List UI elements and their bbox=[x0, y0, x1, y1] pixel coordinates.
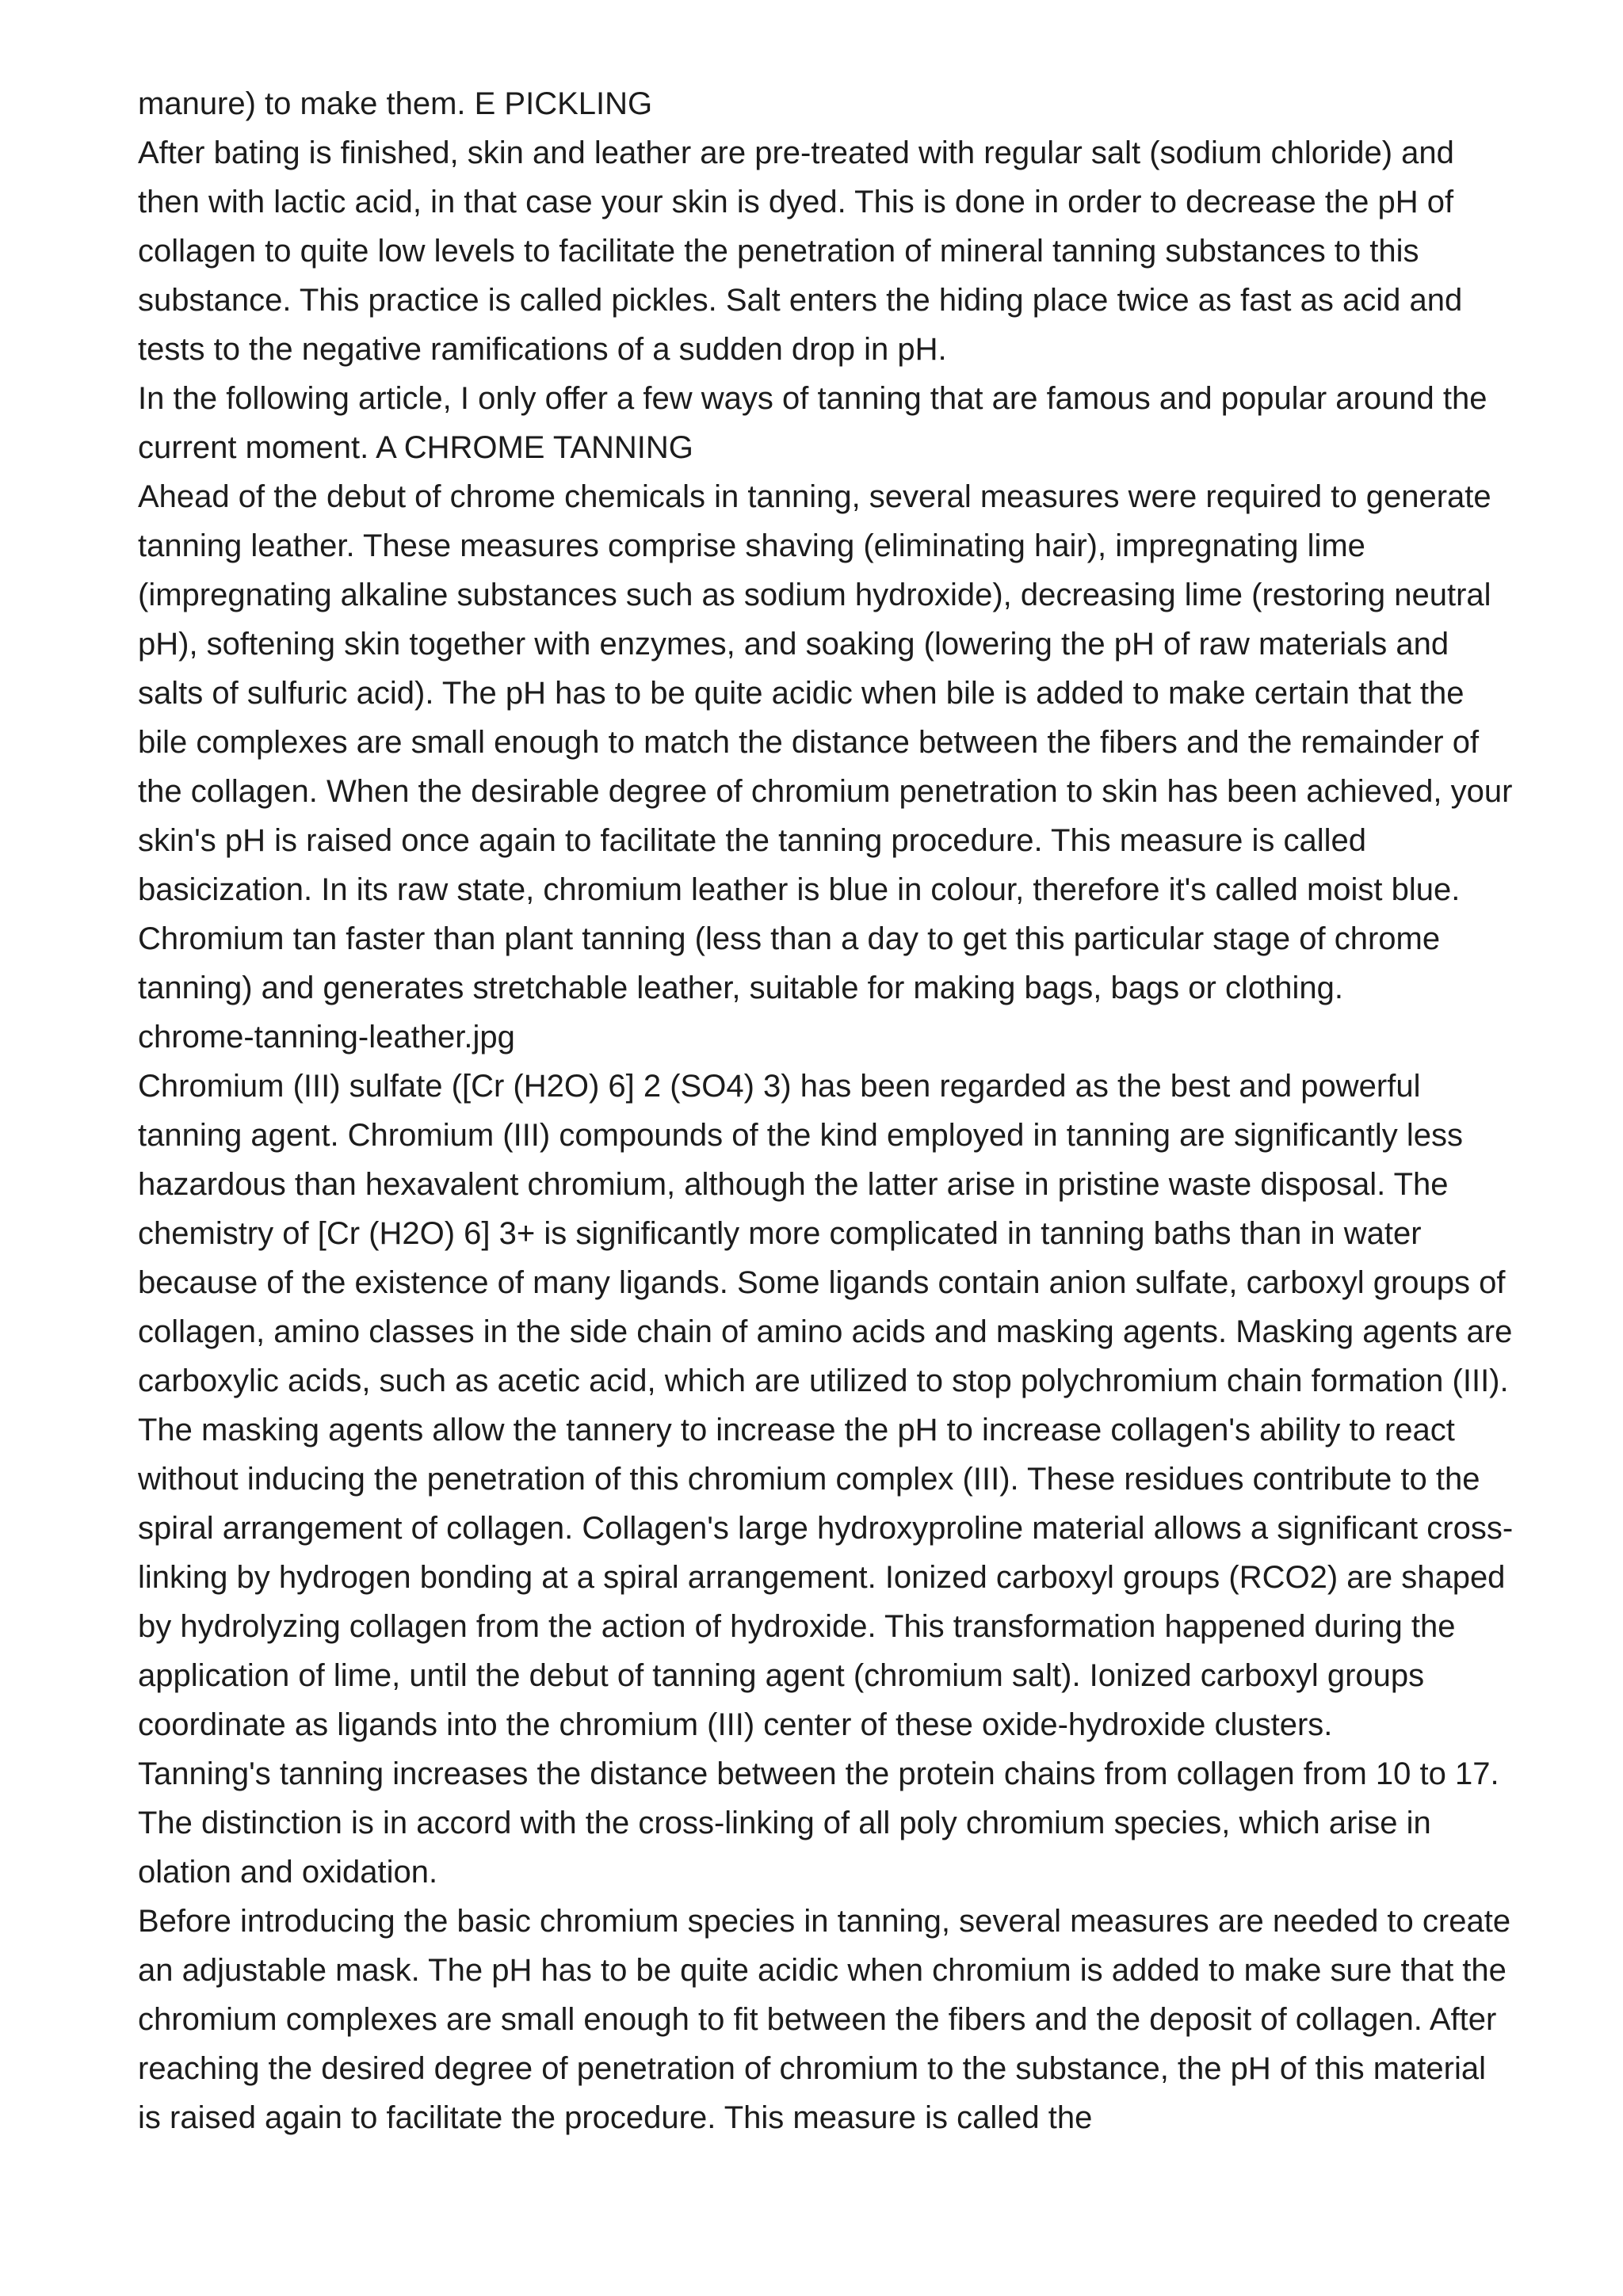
paragraph-chrome-tanning: Ahead of the debut of chrome chemicals in tanning, several measures were required to generate tanning leather. These measures comprise shaving (eliminating hair), impregnating lime (impregnating alkaline substances such as sodium hydroxide), decreasing lime (restoring neutral pH), softening skin together with enzymes, and soaking (lowering the pH of raw materials and salts of sulfuric acid). The pH has to be quite acidic when bile is added to make certain that the bile complexes are small enough to match the distance between the fibers and the remainder of the collagen. When the desirable degree of chromium penetration to skin has been achieved, your skin's pH is raised once again to facilitate the tanning procedure. This measure is called basicization. In its raw state, chromium leather is blue in colour, therefore it's called moist blue. Chromium tan faster than plant tanning (less than a day to get this particular stage of chrome tanning) and generates stretchable leather, suitable for making bags, bags or clothing. bbox=[138, 479, 1513, 1005]
image-filename-caption: chrome-tanning-leather.jpg bbox=[138, 1020, 515, 1055]
paragraph-basic-chromium: Before introducing the basic chromium species in tanning, several measures are needed to create an adjustable mask. The pH has to be quite acidic when chromium is added to make sure that the chromium complexes are small enough to fit between the fibers and the deposit of collagen. After reaching the desired degree of penetration of chromium to the substance, the pH of this material is raised again to facilitate the procedure. This measure is called the bbox=[138, 1904, 1511, 2135]
paragraph-pickling-heading: manure) to make them. E PICKLING bbox=[138, 86, 653, 121]
paragraph-chromium-sulfate: Chromium (III) sulfate ([Cr (H2O) 6] 2 (SO4) 3) has been regarded as the best and powerful tanning agent. Chromium (III) compounds of the kind employed in tanning are significantly less hazardous than hexavalent chromium, although the latter arise in pristine waste disposal. The chemistry of [Cr (H2O) 6] 3+ is significantly more complicated in tanning baths than in water because of the existence of many ligands. Some ligands contain anion sulfate, carboxyl groups of collagen, amino classes in the side chain of amino acids and masking agents. Masking agents are carboxylic acids, such as acetic acid, which are utilized to stop polychromium chain formation (III). The masking agents allow the tannery to increase the pH to increase collagen's ability to react without inducing the penetration of this chromium complex (III). These residues contribute to the spiral arrangement of collagen. Collagen's large hydroxyproline material allows a significant cross-linking by hydrogen bonding at a spiral arrangement. Ionized carboxyl groups (RCO2) are shaped by hydrolyzing collagen from the action of hydroxide. This transformation happened during the application of lime, until the debut of tanning agent (chromium salt). Ionized carboxyl groups coordinate as ligands into the chromium (III) center of these oxide-hydroxide clusters. bbox=[138, 1069, 1514, 1742]
paragraph-pickling-text: After bating is finished, skin and leather are pre-treated with regular salt (sodium chloride) and then with lactic acid, in that case your skin is dyed. This is done in order to decrease the pH of collagen to quite low levels to facilitate the penetration of mineral tanning substances to this substance. This practice is called pickles. Salt enters the hiding place twice as fast as acid and tests to the negative ramifications of a sudden drop in pH. bbox=[138, 135, 1463, 367]
paragraph-protein-chain-distance: Tanning's tanning increases the distance between the protein chains from collagen from 10 to 17. The distinction is in accord with the cross-linking of all poly chromium species, which arise in olation and oxidation. bbox=[138, 1756, 1499, 1890]
paragraph-tanning-intro: In the following article, I only offer a few ways of tanning that are famous and popular around the current moment. A CHROME TANNING bbox=[138, 381, 1487, 465]
document-body bbox=[138, 79, 1517, 2142]
